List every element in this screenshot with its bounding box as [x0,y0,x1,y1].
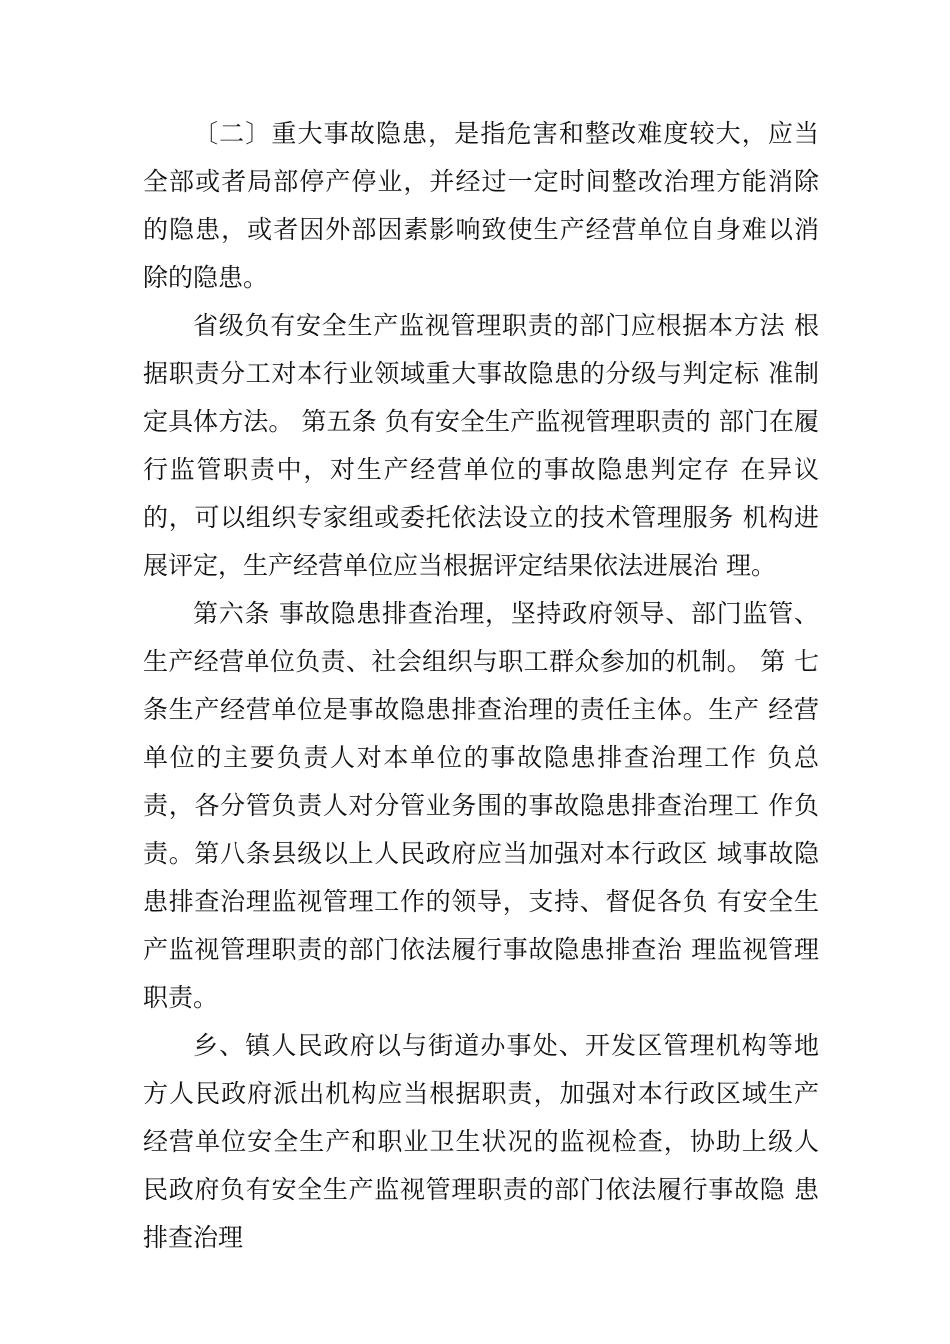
paragraph-provincial-departments: 省级负有安全生产监视管理职责的部门应根据本方法 根据职责分工对本行业领域重大事故隐患的分级与判定标 准制定具体方法。 第五条 负有安全生产监视管理职责的 部门在履行监管职责中，对生产经营单位的事故隐患判定存 在异议的，可以组织专家组或委托依法设立的技术管理服务 机构进展评定，生产经营单位应当根据评定结果依法进展治 理。 [143,311,819,580]
paragraph-major-hazard-definition: 〔二〕重大事故隐患，是指危害和整改难度较大，应当 全部或者局部停产停业，并经过一定时间整改治理方能消除 的隐患，或者因外部因素影响致使生产经营单位自身难以消 除的隐患。 [143,119,819,292]
paragraph-article-six-to-eight: 第六条 事故隐患排查治理，坚持政府领导、部门监管、生产经营单位负责、社会组织与职工群众参加的机制。 第 七条生产经营单位是事故隐患排查治理的责任主体。生产 经营单位的主要负责人对本单位的事故隐患排查治理工作 负总责，各分管负责人对分管业务围的事故隐患排查治理工 作负责。第八条县级以上人民政府应当加强对本行政区 域事故隐患排查治理监视管理工作的领导，支持、督促各负 有安全生产监视管理职责的部门依法履行事故隐患排查治 理监视管理职责。 [143,599,819,1012]
paragraph-township-governments: 乡、镇人民政府以与街道办事处、开发区管理机构等地 方人民政府派出机构应当根据职责，加强对本行政区域生产 经营单位安全生产和职业卫生状况的监视检查，协助上级人 民政府负有安全生产监视管理职责的部门依法履行事故隐 患排查治理 [143,1031,819,1252]
document-body [143,110,819,1262]
